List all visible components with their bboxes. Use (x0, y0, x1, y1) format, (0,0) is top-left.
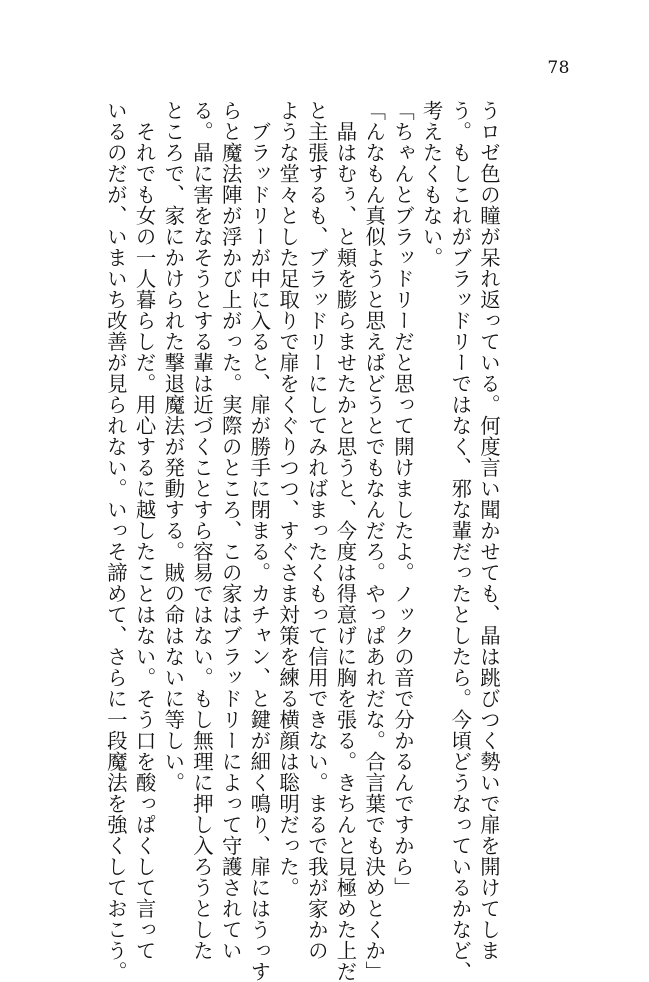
text-line: 「ちゃんとブラッドリーだと思って開けましたよ。ノックの音で分かるんですから」 (390, 100, 415, 898)
text-line: それでも女の一人暮らしだ。用心するに越したことはない。そう口を酸っぱくして言って (132, 100, 157, 961)
text-line: らと魔法陣が浮かび上がった。実際のところ、この家はブラッドリーによって守護されてい (218, 100, 243, 961)
text-line: と主張するも、ブラッドリーにしてみればまったくもって信用できない。まるで我が家かの (304, 100, 329, 961)
text-line: 「んなもん真似ようと思えばどうとでもなんだろ。やっぱあれだな。合言葉でも決めとくか」 (362, 100, 387, 982)
text-line: ブラッドリーが中に入ると、扉が勝手に閉まる。カチャン、と鍵が細く鳴り、扉にはうっす (247, 100, 272, 982)
text-line: る。晶に害をなそうとする輩は近づくことすら容易ではない。もし無理に押し入ろうとした (189, 100, 214, 961)
page-number: 78 (547, 58, 570, 78)
text-line: 考えたくもない。 (419, 100, 444, 268)
text-line: ところで、家にかけられた撃退魔法が発動する。賊の命はないに等しい。 (161, 100, 186, 793)
text-line: いるのだが、いまいち改善が見られない。いっそ諦めて、さらに一段魔法を強くしておこう。 (103, 100, 128, 982)
body-text (103, 100, 503, 982)
text-line: う。もしこれがブラッドリーではなく、邪な輩だったとしたら。今頃どうなっているかなど、 (448, 100, 473, 982)
text-line: ような堂々とした足取りで扉をくぐりつつ、すぐさま対策を練る横顔は聡明だった。 (276, 100, 301, 898)
text-line: うロゼ色の瞳が呆れ返っている。何度言い聞かせても、晶は跳びつく勢いで扉を開けてしま (477, 100, 501, 961)
text-line: 晶はむぅ、と頬を膨らませたかと思うと、今度は得意げに胸を張る。きちんと見極めた上だ (333, 100, 358, 982)
